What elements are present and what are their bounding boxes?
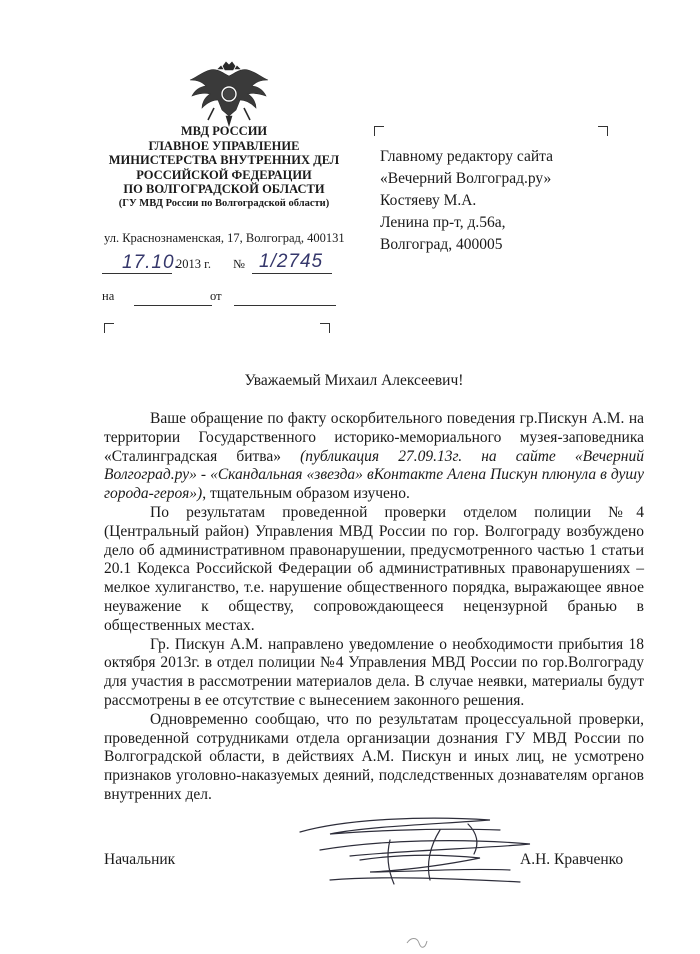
on-label: на — [102, 289, 115, 303]
pencil-mark-icon — [405, 935, 429, 951]
corner-mark — [104, 323, 114, 333]
body-paragraph: По результатам проведенной проверки отделом полиции №4 (Центральный район) Управления МВД России по гор. Волгограду возбуждено дело об административном правонарушении, предусмотренного частью 1 статьи 20.1 Кодекса Российской Федерации об административных правонарушениях – мелкое хулиганство, т.е. нарушение общественного порядка, выражающее явное неуважение к обществу, сопровождающееся нецензурной бранью в общественных местах. — [104, 503, 644, 634]
eagle-emblem-icon — [188, 60, 270, 128]
recipient-line: Костяеву М.А. — [380, 192, 477, 209]
recipient-line: Ленина пр-т, д.56а, — [380, 214, 506, 231]
registration-line — [102, 251, 334, 278]
letterhead — [74, 124, 374, 211]
on-underline — [134, 305, 212, 306]
corner-mark — [374, 126, 384, 136]
handwritten-date: 17.10. — [122, 252, 181, 273]
number-sign: № — [233, 257, 245, 271]
letter-body — [104, 410, 644, 805]
corner-mark — [598, 126, 608, 136]
body-paragraph: Гр. Пискун А.М. направлено уведомление о необходимости прибытия 18 октября 2013г. в отдел полиции №4 Управления МВД России по гор.Волгограду для участия в рассмотрении материалов дела. В случае неявки, материалы будут рассмотрены в ее отсутствие с вынесением законного решения. — [104, 635, 644, 709]
letterhead-line: ГЛАВНОЕ УПРАВЛЕНИЕ — [148, 138, 300, 153]
salutation: Уважаемый Михаил Алексеевич! — [244, 372, 464, 389]
body-paragraph — [104, 410, 644, 504]
signatory-title: Начальник — [104, 851, 176, 868]
handwritten-number: 1/2745 — [259, 251, 324, 272]
letterhead-line: МВД РОССИИ — [180, 124, 268, 138]
recipient-line: Волгоград, 400005 — [380, 236, 503, 253]
letterhead-line: РОССИЙСКОЙ ФЕДЕРАЦИИ — [136, 167, 312, 182]
letterhead-abbreviation: (ГУ МВД России по Волгоградской области) — [118, 197, 330, 209]
from-label: от — [210, 289, 222, 303]
recipient-line: Главному редактору сайта — [380, 148, 554, 165]
recipient-block — [380, 146, 680, 256]
signatory-name: А.Н. Кравченко — [520, 851, 624, 868]
year-label: 2013 г. — [176, 257, 211, 271]
letterhead-line: МИНИСТЕРСТВА ВНУТРЕННИХ ДЕЛ — [108, 153, 340, 167]
letterhead-line: ПО ВОЛГОГРАДСКОЙ ОБЛАСТИ — [123, 182, 325, 196]
corner-mark — [320, 323, 330, 333]
handwritten-signature — [290, 810, 550, 890]
publication-reference: (публикация 27.09.13г. на сайте «Вечерний Волгоград.ру» - «Скандальная «звезда» вКонтакте Алена Пискун плюнула в душу города-героя») — [104, 447, 644, 503]
sender-address: ул. Краснознаменская, 17, Волгоград, 400131 — [104, 231, 345, 245]
paragraph-text: , тщательным образом изучено. — [202, 485, 410, 503]
recipient-line: «Вечерний Волгоград.ру» — [380, 170, 552, 187]
paragraph-text: Ваше обращение по факту оскорбительного поведения гр.Пискун А.М. на территории Государственного историко-мемориального музея-заповедника «Сталинградская битва» — [104, 410, 644, 465]
from-underline — [234, 305, 336, 306]
reference-line — [102, 286, 336, 310]
body-paragraph: Одновременно сообщаю, что по результатам процессуальной проверки, проведенной сотрудниками отдела организации дознания ГУ МВД России по Волгоградской области, в действиях А.М. Пискун и иных лиц, не усмотрено признаков уголовно-наказуемых деяний, подследственных дознавателям органов внутренних дел. — [104, 710, 644, 803]
number-underline — [252, 273, 332, 274]
